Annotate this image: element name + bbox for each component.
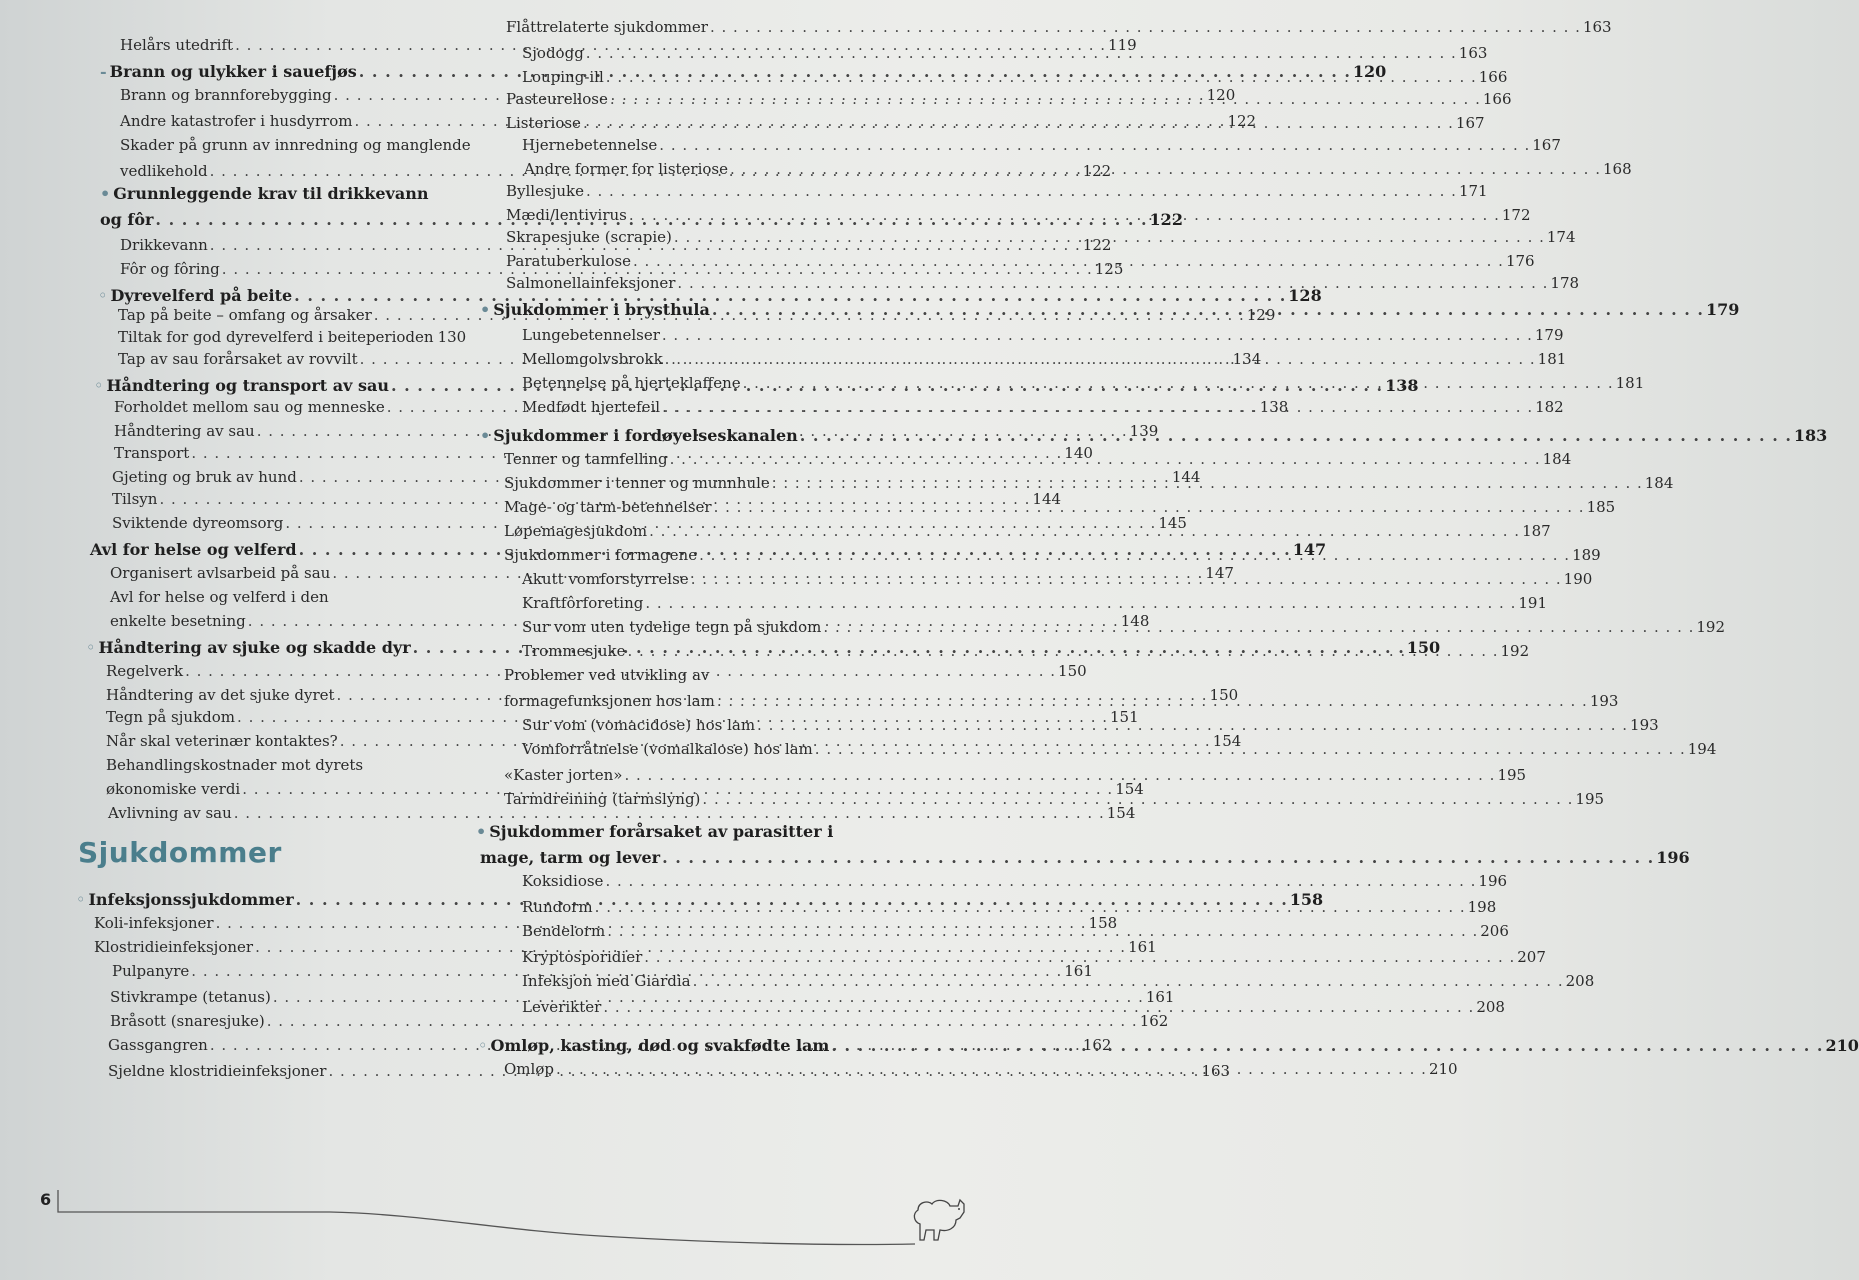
bullet-marker: •	[480, 426, 491, 445]
toc-page-number: 194	[1687, 740, 1717, 758]
toc-entry-title: Behandlingskostnader mot dyrets	[106, 756, 364, 774]
toc-page-number: 129	[1246, 306, 1276, 324]
toc-page-number: 193	[1589, 692, 1619, 710]
toc-entry-title: mage, tarm og lever	[480, 848, 661, 867]
toc-entry-title: Omløp	[504, 1060, 554, 1078]
toc-page-number: 122	[1082, 236, 1112, 254]
toc-page-number: 125	[1094, 260, 1124, 278]
toc-page-number: 174	[1546, 228, 1576, 246]
toc-page-number: 162	[1082, 1036, 1112, 1054]
toc-page-number: 168	[1602, 160, 1632, 178]
toc-entry-title: Gjeting og bruk av hund	[112, 468, 297, 486]
toc-page-number: 183	[1793, 426, 1828, 445]
toc-page-number: 195	[1575, 790, 1605, 808]
toc-page-number: 192	[1696, 618, 1726, 636]
toc-entry-title: Tap på beite – omfang og årsaker	[118, 306, 372, 324]
toc-page-number: 179	[1534, 326, 1564, 344]
toc-entry-title: Sur vom (vomacidose) hos lam	[522, 716, 756, 734]
toc-page-number: 192	[1500, 642, 1530, 660]
bullet-marker: -	[100, 62, 107, 81]
toc-page-number: 172	[1501, 206, 1531, 224]
toc-entry-title: Drikkevann	[120, 236, 208, 254]
toc-page-number: 195	[1497, 766, 1527, 784]
toc-page-number: 166	[1478, 68, 1508, 86]
toc-entry-title: Gassgangren	[108, 1036, 208, 1054]
toc-entry-title: Andre former for listeriose	[524, 160, 728, 178]
bullet-marker: •	[480, 300, 491, 319]
toc-entry-title: Pulpanyre	[112, 962, 190, 980]
toc-entry-title: Sur vom uten tydelige tegn på sjukdom	[522, 618, 822, 636]
toc-entry-title: Tarmdreining (tarmslyng)	[504, 790, 701, 808]
toc-entry-title: Hjernebetennelse	[522, 136, 658, 154]
section-heading: Sjukdommer	[78, 836, 282, 869]
toc-page-number: 208	[1476, 998, 1505, 1016]
toc-page-number: 181	[1537, 350, 1567, 368]
toc-entry-title: Trommesjuke	[522, 642, 626, 660]
toc-page-number: 140	[1064, 444, 1093, 462]
toc-entry-title: Håndtering av sau	[114, 422, 255, 440]
toc-entry-title: enkelte besetning	[110, 612, 246, 630]
toc-entry-title: «Kaster jorten»	[504, 766, 623, 784]
toc-page-number: 120	[1206, 86, 1236, 104]
toc-entry-title: Helårs utedrift	[120, 36, 234, 54]
toc-entry-title: Bråsott (snaresjuke)	[110, 1012, 265, 1030]
toc-entry-title: Brann og ulykker i sauefjøs	[109, 62, 357, 81]
toc-page-number: 139	[1129, 422, 1159, 440]
toc-entry-title: Brann og brannforebygging	[120, 86, 332, 104]
bullet-marker: ◦	[98, 286, 108, 305]
toc-page-number: 144	[1032, 490, 1062, 508]
toc-page-number: 179	[1706, 300, 1740, 319]
toc-entry-title: Transport	[114, 444, 190, 462]
toc-entry-title: Kraftfôrforeting	[522, 594, 644, 612]
toc-entry-title: Infeksjonssjukdommer	[88, 890, 294, 909]
toc-page-number: 163	[1458, 44, 1488, 62]
toc-page-number: 161	[1145, 988, 1175, 1006]
toc-page-number: 161	[1128, 938, 1157, 956]
toc-entry-title: Mædi/lentivirus	[506, 206, 627, 224]
toc-entry-title: Regelverk	[106, 662, 184, 680]
toc-entry-title: Tap av sau forårsaket av rovvilt	[118, 350, 358, 368]
toc-page-number: 150	[1209, 686, 1239, 704]
toc-page-number: 191	[1518, 594, 1547, 612]
toc-entry-title: Forholdet mellom sau og menneske	[114, 398, 385, 416]
sheep-icon	[914, 1200, 964, 1240]
toc-page-number: 134	[1232, 350, 1262, 368]
toc-page-number: 138	[1385, 376, 1419, 395]
toc-page-number: 163	[1582, 18, 1612, 36]
toc-page-number: 206	[1480, 922, 1509, 940]
toc-entry-title: formagefunksjonen hos lam	[504, 692, 715, 710]
toc-entry-title: vedlikehold	[120, 162, 208, 180]
toc-entry-title: Omløp, kasting, død og svakfødte lam	[490, 1036, 830, 1055]
toc-page-number: 167	[1532, 136, 1561, 154]
toc-page-number: 184	[1542, 450, 1572, 468]
toc-entry-title: Sjukdommer i fordøyelseskanalen	[493, 426, 798, 445]
toc-page-number: 119	[1108, 36, 1137, 54]
toc-page-number: 161	[1064, 962, 1093, 980]
toc-entry-title: økonomiske verdi	[106, 780, 241, 798]
toc-page-number: 150	[1058, 662, 1087, 680]
toc-entry-title: Sjukdommer i brysthula	[493, 300, 710, 319]
toc-page-number: 207	[1517, 948, 1546, 966]
toc-entry-title: Grunnleggende krav til drikkevann	[113, 184, 429, 203]
bullet-marker: ◦	[86, 638, 96, 657]
bullet-marker: ◦	[94, 376, 104, 395]
toc-page-number: 138	[1259, 398, 1289, 416]
toc-entry-title: Når skal veterinær kontaktes?	[106, 732, 338, 750]
footer-line	[58, 1190, 915, 1245]
toc-entry-title: Avl for helse og velferd	[90, 540, 297, 559]
toc-page-number: 196	[1478, 872, 1508, 890]
toc-page-number: 210	[1428, 1060, 1458, 1078]
toc-entry-title: Kryptosporidier	[522, 948, 643, 966]
toc-page-number: 130	[437, 328, 467, 346]
dot-leader	[831, 1036, 1823, 1055]
toc-entry-title: Håndtering av det sjuke dyret	[106, 686, 335, 704]
bullet-marker: •	[476, 822, 487, 841]
toc-page-number: 122	[1149, 210, 1183, 229]
toc-entry-title: Avlivning av sau	[108, 804, 232, 822]
toc-page-number: 182	[1535, 398, 1564, 416]
toc-entry-title: Tenner og tannfelling	[504, 450, 668, 468]
toc-entry-title: Håndtering og transport av sau	[106, 376, 389, 395]
toc-entry-title: Paratuberkulose	[506, 252, 631, 270]
toc-page-number: 190	[1563, 570, 1593, 588]
toc-page-number: 147	[1292, 540, 1327, 559]
toc-entry-title: Sjukdommer forårsaket av parasitter i	[489, 822, 834, 841]
toc-entry-title: Sjukdommer i tenner og munnhule	[504, 474, 770, 492]
toc-entry-title: Skrapesjuke (scrapie)	[506, 228, 672, 246]
toc-entry-title: Louping-ill	[522, 68, 604, 86]
toc-page-number: 147	[1205, 564, 1234, 582]
toc-entry-title: Salmonellainfeksjoner	[506, 274, 676, 292]
toc-entry-title: Løpemagesjukdom	[504, 522, 648, 540]
toc-entry-title: Stivkrampe (tetanus)	[110, 988, 271, 1006]
toc-entry-title: Andre katastrofer i husdyrrom	[120, 112, 353, 130]
toc-entry-title: Lungebetennelser	[522, 326, 660, 344]
toc-page-number: 210	[1825, 1036, 1859, 1055]
toc-entry-title: Tegn på sjukdom	[106, 708, 236, 726]
bullet-marker: ◦	[478, 1036, 488, 1055]
toc-page-number: 185	[1586, 498, 1616, 516]
toc-entry-title: og fôr	[100, 210, 154, 229]
toc-entry-title: Infeksjon med Giardia	[522, 972, 691, 990]
toc-page-number: 167	[1455, 114, 1485, 132]
toc-entry-title: Fôr og fôring	[120, 260, 220, 278]
toc-entry-title: Pasteurellose	[506, 90, 608, 108]
toc-page-number: 171	[1458, 182, 1488, 200]
toc-page-number: 120	[1352, 62, 1387, 81]
toc-entry-title: Klostridieinfeksjoner	[94, 938, 254, 956]
toc-page-number: 162	[1139, 1012, 1169, 1030]
toc-entry-title: Avl for helse og velferd i den	[110, 588, 329, 606]
toc-page-number: 154	[1212, 732, 1242, 750]
toc-page-number: 163	[1201, 1062, 1231, 1080]
toc-page-number: 144	[1171, 468, 1201, 486]
toc-entry-title: Listeriose	[506, 114, 581, 132]
toc-page-number: 122	[1227, 112, 1257, 130]
toc-page-number: 196	[1656, 848, 1690, 867]
toc-entry-title: Sviktende dyreomsorg	[112, 514, 284, 532]
toc-entry-title: Problemer ved utvikling av	[504, 666, 710, 684]
toc-page-number: 166	[1482, 90, 1512, 108]
toc-entry-title: Skader på grunn av innredning og manglende	[120, 136, 471, 154]
toc-entry-title: Tilsyn	[112, 490, 158, 508]
toc-entry-title: Bendelorm	[522, 922, 606, 940]
toc-page-number: 176	[1505, 252, 1535, 270]
toc-page-number: 198	[1467, 898, 1497, 916]
toc-page-number: 184	[1644, 474, 1674, 492]
toc-entry-title: Mellomgolvsbrokk	[522, 350, 663, 368]
toc-page-number: 122	[1082, 162, 1112, 180]
toc-entry-title: Tiltak for god dyrevelferd i beiteperioden	[118, 328, 434, 346]
toc-entry-title: Betennelse på hjerteklaffene	[522, 374, 741, 392]
toc-entry-title: Vomforråtnelse (vomalkalose) hos lam	[522, 740, 813, 758]
toc-page-number: 148	[1120, 612, 1150, 630]
toc-page-number: 145	[1158, 514, 1187, 532]
toc-entry-title: Sjukdommer i formagene	[504, 546, 698, 564]
toc-page-number: 187	[1522, 522, 1551, 540]
toc-entry-title: Koksidiose	[522, 872, 604, 890]
bullet-marker: ◦	[76, 890, 86, 909]
toc-entry-title: Mage- og tarm-betennelser	[504, 498, 712, 516]
page-number: 6	[40, 1190, 52, 1209]
toc-page-number: 150	[1406, 638, 1441, 657]
toc-entry-title: Leverikter	[522, 998, 602, 1016]
toc-page-number: 178	[1550, 274, 1580, 292]
toc-page-number: 193	[1630, 716, 1659, 734]
toc-page-number: 154	[1115, 780, 1144, 798]
toc-entry-title: Sjodogg	[522, 44, 584, 62]
toc-entry-title: Medfødt hjertefeil	[522, 398, 661, 416]
toc-entry-title: Flåttrelaterte sjukdommer	[506, 18, 708, 36]
toc-page-number: 208	[1565, 972, 1595, 990]
toc-entry-title: Koli-infeksjoner	[94, 914, 214, 932]
toc-page-number: 151	[1110, 708, 1139, 726]
bullet-marker: •	[100, 184, 111, 203]
toc-entry-title: Akutt vomforstyrrelse	[522, 570, 689, 588]
toc-page-number: 128	[1288, 286, 1322, 305]
toc-entry-title: Dyrevelferd på beite	[110, 286, 293, 305]
toc-page-number: 154	[1106, 804, 1136, 822]
toc-page-number: 181	[1615, 374, 1645, 392]
toc-page-number: 158	[1088, 914, 1118, 932]
toc-entry-title: Sjeldne klostridieinfeksjoner	[108, 1062, 327, 1080]
toc-entry-title: Rundorm	[522, 898, 593, 916]
toc-entry-title: Organisert avlsarbeid på sau	[110, 564, 331, 582]
toc-page-number: 158	[1289, 890, 1324, 909]
toc-entry-title: Byllesjuke	[506, 182, 584, 200]
toc-page-number: 189	[1572, 546, 1601, 564]
toc-entry-title: Håndtering av sjuke og skadde dyr	[98, 638, 411, 657]
